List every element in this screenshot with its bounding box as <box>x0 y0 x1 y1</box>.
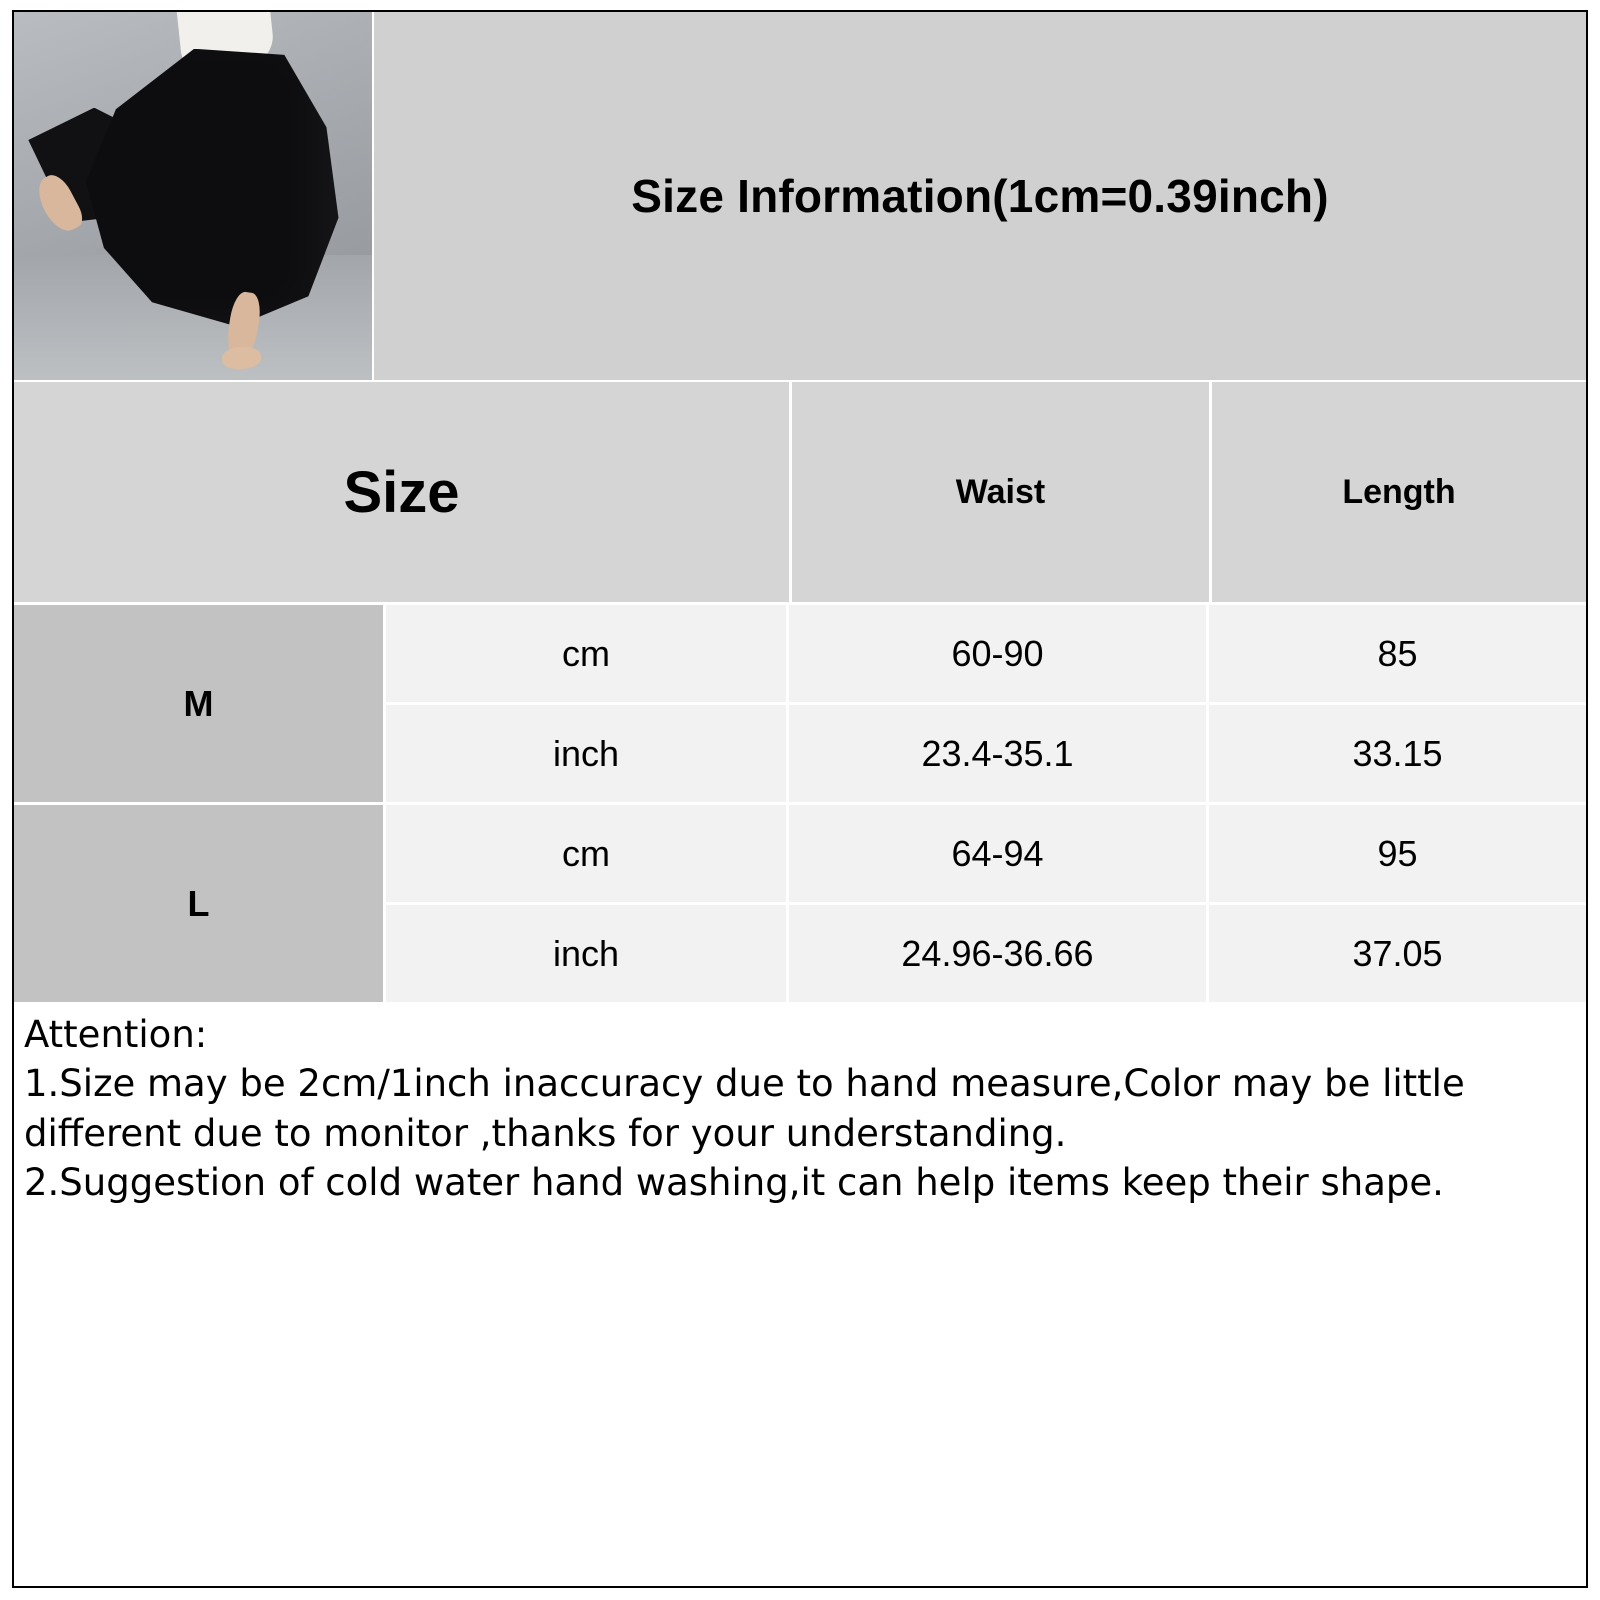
cell-l-cm-waist: 64-94 <box>789 805 1209 902</box>
chart-title: Size Information(1cm=0.39inch) <box>631 170 1329 222</box>
size-chart <box>12 10 1588 1588</box>
size-label-m <box>14 605 386 802</box>
size-label-l-text: L <box>187 882 210 924</box>
cell-m-cm-waist: 60-90 <box>789 605 1209 702</box>
attention-line-2: different due to monitor ,thanks for your understanding. <box>24 1111 1067 1155</box>
column-header-size <box>14 382 792 602</box>
chart-title-cell <box>374 12 1586 380</box>
cell-m-inch-waist: 23.4-35.1 <box>789 705 1209 802</box>
cell-l-cm-length: 95 <box>1209 805 1586 902</box>
unit-row-l-inch <box>386 902 1586 1002</box>
size-label-l <box>14 805 386 1002</box>
cell-m-cm-unit: cm <box>386 605 789 702</box>
column-header-length-label: Length <box>1342 472 1456 511</box>
attention-block <box>14 1002 1586 1586</box>
size-l-unit-rows <box>386 805 1586 1002</box>
attention-line-1: 1.Size may be 2cm/1inch inaccuracy due to hand measure,Color may be little <box>24 1062 1465 1106</box>
size-label-m-text: M <box>183 682 214 724</box>
size-m-unit-rows <box>386 605 1586 802</box>
cell-l-inch-length: 37.05 <box>1209 905 1586 1002</box>
cell-m-cm-length: 85 <box>1209 605 1586 702</box>
unit-row-m-inch <box>386 702 1586 802</box>
cell-m-inch-unit: inch <box>386 705 789 802</box>
cell-l-inch-waist: 24.96-36.66 <box>789 905 1209 1002</box>
table-row <box>14 802 1586 1002</box>
attention-title: Attention: <box>24 1013 208 1056</box>
column-header-size-label: Size <box>343 459 460 525</box>
chart-header-row <box>14 12 1586 380</box>
unit-row-m-cm <box>386 605 1586 702</box>
product-photo <box>14 12 372 380</box>
column-header-length <box>1212 382 1586 602</box>
cell-l-cm-unit: cm <box>386 805 789 902</box>
attention-line-3: 2.Suggestion of cold water hand washing,it can help items keep their shape. <box>24 1161 1444 1205</box>
column-header-waist <box>792 382 1212 602</box>
cell-l-inch-unit: inch <box>386 905 789 1002</box>
cell-m-inch-length: 33.15 <box>1209 705 1586 802</box>
unit-row-l-cm <box>386 805 1586 902</box>
column-header-waist-label: Waist <box>955 472 1046 511</box>
column-header-row <box>14 380 1586 602</box>
table-row <box>14 602 1586 802</box>
product-photo-cell <box>14 12 374 380</box>
